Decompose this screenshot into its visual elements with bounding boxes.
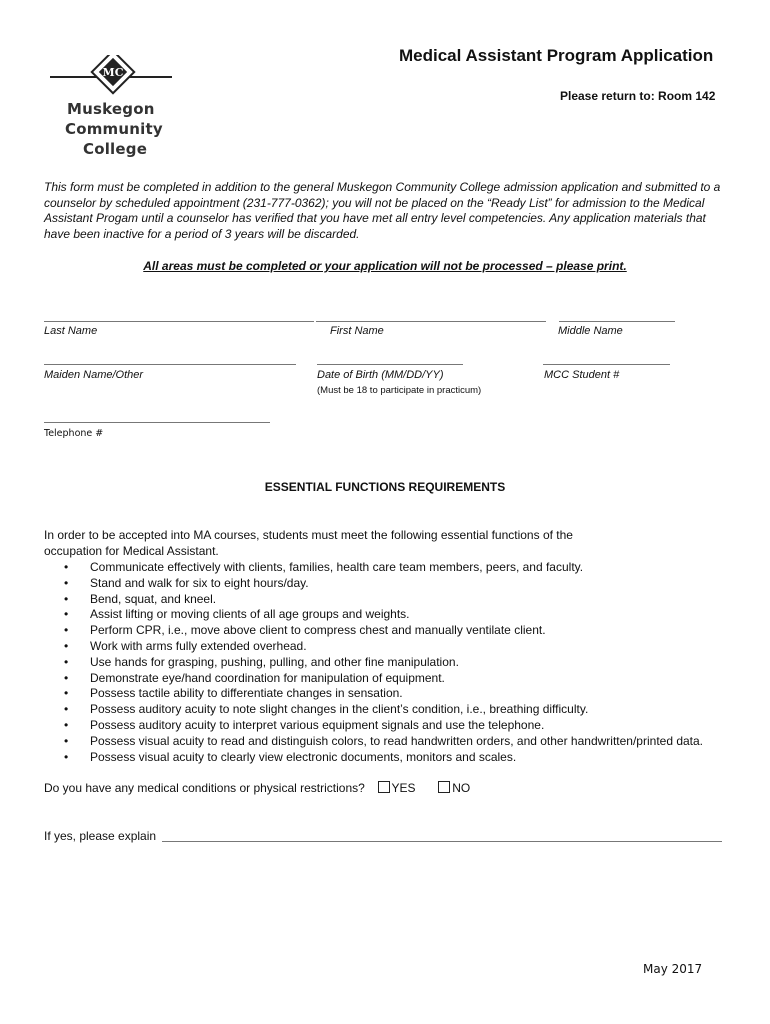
last-name-label: Last Name	[44, 325, 98, 337]
bullet-icon: •	[64, 749, 69, 764]
college-logo	[48, 55, 178, 160]
return-instructions: Please return to: Room 142	[560, 89, 716, 103]
list-item: • Possess auditory acuity to note slight changes in the client’s condition, i.e., breathing difficulty.	[64, 702, 589, 717]
no-checkbox[interactable]	[438, 781, 450, 793]
form-title: Medical Assistant Program Application	[399, 46, 714, 65]
list-item: • Use hands for grasping, pushing, pulling, and other fine manipulation.	[64, 654, 459, 669]
bullet-icon: •	[64, 591, 69, 606]
middle-name-field[interactable]	[559, 321, 675, 322]
list-item: • Work with arms fully extended overhead.	[64, 638, 307, 653]
bullet-icon: •	[64, 686, 69, 701]
list-item: • Communicate effectively with clients, families, health care team members, peers, and faculty.	[64, 560, 584, 574]
explain-field[interactable]	[162, 841, 722, 842]
list-item: • Possess visual acuity to clearly view electronic documents, monitors and scales.	[64, 749, 517, 764]
maiden-name-field[interactable]	[44, 364, 296, 365]
bullet-icon: •	[64, 670, 69, 685]
explain-label: If yes, please explain	[44, 829, 157, 843]
no-label: NO	[452, 781, 471, 795]
mcc-emblem-icon	[48, 55, 178, 105]
bullet-icon: •	[64, 607, 69, 622]
bullet-icon: •	[64, 575, 69, 590]
list-item: • Possess visual acuity to read and distinguish colors, to read handwritten orders, and other handwritten/printed data.	[64, 733, 704, 748]
logo-line-3: College	[83, 140, 148, 158]
bullet-icon: •	[64, 654, 69, 669]
bullet-icon: •	[64, 717, 69, 732]
list-item: • Bend, squat, and kneel.	[64, 591, 217, 606]
list-item: • Possess tactile ability to differentiate changes in sensation.	[64, 686, 403, 701]
yes-checkbox[interactable]	[378, 781, 390, 793]
essential-functions-heading: ESSENTIAL FUNCTIONS REQUIREMENTS	[264, 480, 506, 494]
list-item: • Assist lifting or moving clients of all age groups and weights.	[64, 607, 410, 622]
list-item: • Possess auditory acuity to interpret various equipment signals and use the telephone.	[64, 717, 545, 732]
completion-warning: All areas must be completed or your application will not be processed – please print.	[143, 259, 627, 273]
list-item: • Perform CPR, i.e., move above client to compress chest and manually ventilate client.	[64, 623, 546, 638]
first-name-field[interactable]	[316, 321, 546, 322]
bullet-icon: •	[64, 733, 69, 748]
svg-text:MC: MC	[102, 66, 124, 79]
student-number-label: MCC Student #	[544, 369, 620, 381]
list-item: • Demonstrate eye/hand coordination for manipulation of equipment.	[64, 670, 445, 685]
dob-label: Date of Birth (MM/DD/YY)	[317, 369, 444, 381]
dob-note: (Must be 18 to participate in practicum)	[317, 385, 482, 396]
telephone-field[interactable]	[44, 422, 270, 423]
revision-date: May 2017	[643, 962, 703, 976]
first-name-label: First Name	[330, 325, 384, 337]
essential-functions-intro: In order to be accepted into MA courses, students must meet the following essential functions of the occupation for Medical Assistant.	[44, 528, 573, 558]
middle-name-label: Middle Name	[558, 325, 623, 337]
logo-line-1: Muskegon	[67, 100, 155, 118]
intro-paragraph: This form must be completed in addition to the general Muskegon Community College admission application and submitted to a counselor by scheduled appointment (231-777-0362); you will not be placed on the “Ready List” for admission to the Medical Assistant Progam until a counselor has verified that you have met all entry level competencies. Any application materials that have been inactive for a period of 3 years will be discarded.	[44, 180, 721, 241]
maiden-name-label: Maiden Name/Other	[44, 369, 144, 381]
dob-field[interactable]	[317, 364, 463, 365]
bullet-icon: •	[64, 623, 69, 638]
yes-label: YES	[391, 781, 416, 795]
telephone-label: Telephone #	[44, 428, 104, 439]
medical-conditions-question	[44, 781, 470, 795]
last-name-field[interactable]	[44, 321, 314, 322]
bullet-icon: •	[64, 638, 69, 653]
list-item: • Stand and walk for six to eight hours/day.	[64, 575, 309, 590]
student-number-field[interactable]	[543, 364, 670, 365]
bullet-icon: •	[64, 702, 69, 717]
logo-line-2: Community	[65, 120, 163, 138]
bullet-icon: •	[64, 560, 69, 574]
question-text: Do you have any medical conditions or physical restrictions?	[44, 781, 365, 795]
requirements-list	[64, 560, 754, 765]
